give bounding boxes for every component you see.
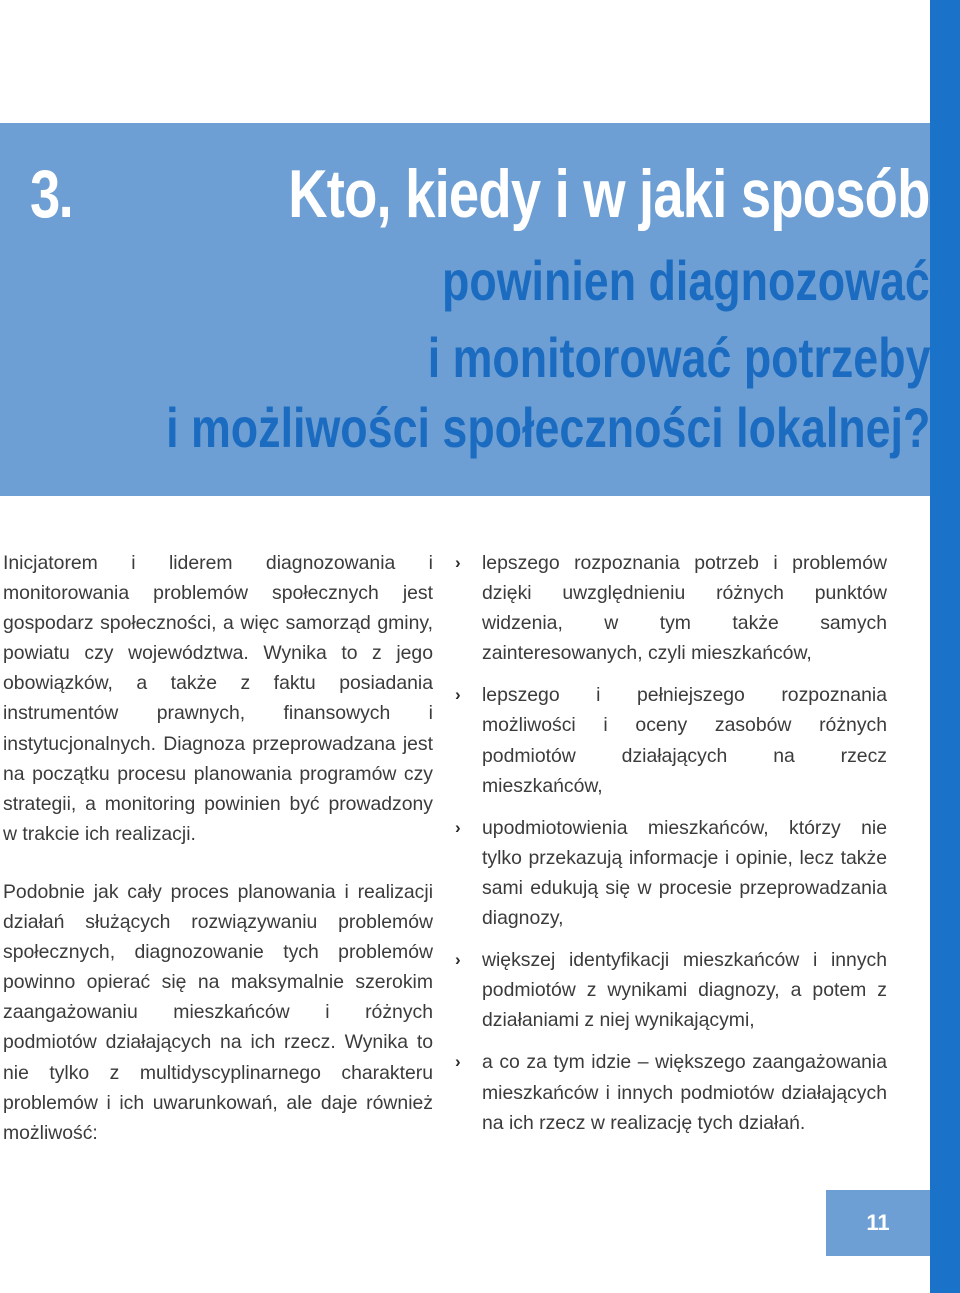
chevron-right-icon: › bbox=[455, 817, 461, 837]
paragraph-1: Inicjatorem i liderem diagnozowania i monitorowania problemów społecznych jest gospodarz społeczności, a więc samorząd gminy, powiatu czy województwa. Wynika to z jego obowiązków, a także z faktu posiadania instrumentów prawnych, finansowych i instytucjonalnych. Diagnoza przeprowadzana jest na początku procesu planowania programów czy strategii, a monitoring powinien być prowadzony w trakcie ich realizacji. bbox=[3, 552, 433, 845]
right-column bbox=[455, 548, 887, 1150]
page-number: 11 bbox=[866, 1210, 890, 1235]
side-stripe bbox=[930, 0, 960, 1293]
list-item-text: lepszego i pełniejszego rozpoznania możliwości i oceny zasobów różnych podmiotów działających na rzecz mieszkańców, bbox=[482, 684, 887, 797]
list-item bbox=[455, 548, 887, 668]
list-item-text: większej identyfikacji mieszkańców i innych podmiotów z wynikami diagnozy, a potem z działaniami z niej wynikającymi, bbox=[482, 949, 887, 1032]
list-item bbox=[455, 1047, 887, 1137]
chapter-title-line-4: i możliwości społeczności lokalnej? bbox=[165, 396, 930, 459]
left-column bbox=[3, 548, 433, 1176]
bullet-list bbox=[455, 548, 887, 1138]
chapter-number: 3. bbox=[30, 156, 73, 232]
page-number-box bbox=[826, 1190, 930, 1256]
chevron-right-icon: › bbox=[455, 553, 461, 572]
chevron-right-icon: › bbox=[455, 950, 461, 970]
chapter-title-line-2: powinien diagnozować bbox=[442, 249, 930, 312]
chevron-right-icon: › bbox=[455, 1052, 461, 1072]
list-item bbox=[455, 813, 887, 933]
chapter-title-line-3: i monitorować potrzeby bbox=[427, 326, 930, 389]
list-item-text: upodmiotowienia mieszkańców, którzy nie tylko przekazują informacje i opinie, lecz także sami edukują się w procesie przeprowadzania diagnozy, bbox=[482, 816, 887, 930]
list-item bbox=[455, 680, 887, 800]
list-item bbox=[455, 945, 887, 1035]
chevron-right-icon: › bbox=[455, 685, 461, 705]
paragraph-2: Podobnie jak cały proces planowania i realizacji działań służących rozwiązywaniu problemów społecznych, diagnozowanie tych problemów powinno opierać się na maksymalnie szerokim zaangażowaniu mieszkańców i różnych podmiotów działających na ich rzecz. Wynika to nie tylko z multidyscyplinarnego charakteru problemów i ich uwarunkowań, ale daje również możliwość: bbox=[3, 880, 433, 1144]
chapter-title-line-1: Kto, kiedy i w jaki sposób bbox=[288, 156, 930, 232]
list-item-text: a co za tym idzie – większego zaangażowania mieszkańców i innych podmiotów działających na ich rzecz w realizację tych działań. bbox=[482, 1051, 887, 1134]
list-item-text: lepszego rozpoznania potrzeb i problemów dzięki uwzględnieniu różnych punktów widzenia, w tym także samych zainteresowanych, czyli mieszkańców, bbox=[482, 552, 887, 665]
